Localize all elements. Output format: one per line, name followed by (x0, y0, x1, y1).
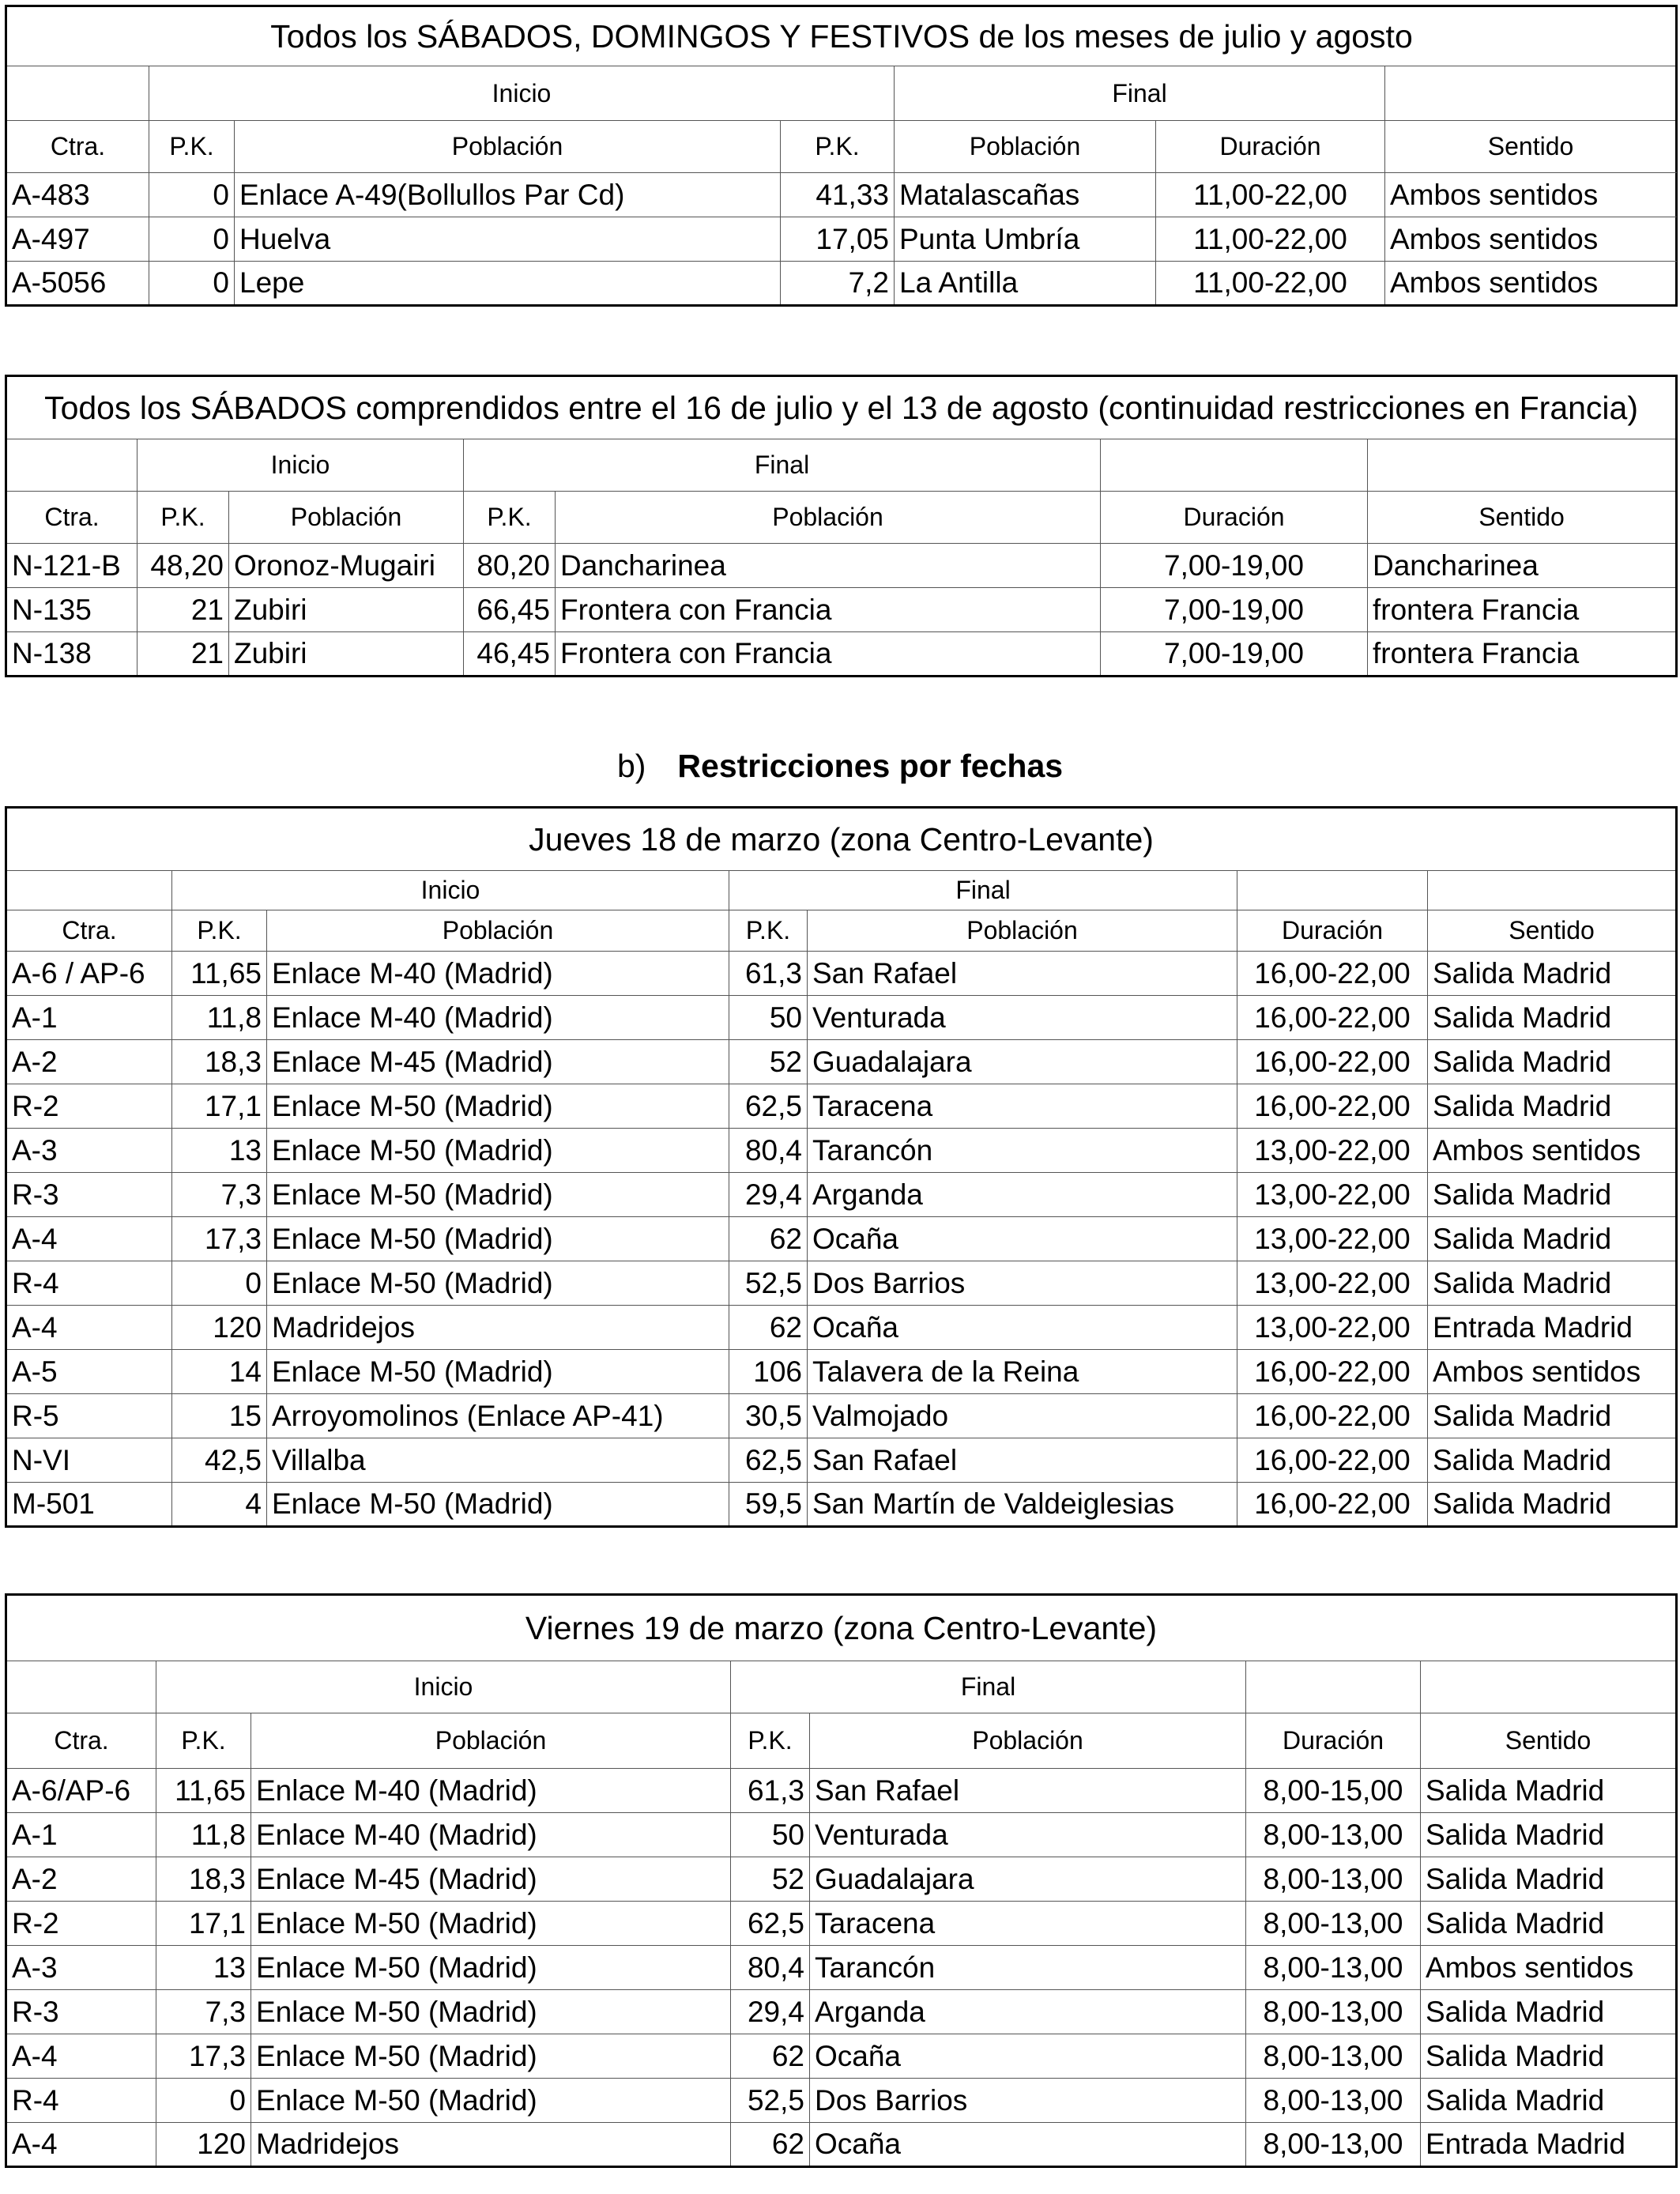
group-header-empty (6, 871, 172, 910)
cell-poblacion-final: Dos Barrios (810, 2079, 1246, 2123)
column-header-ctra: Ctra. (6, 492, 137, 544)
column-header-duracion: Duración (1237, 910, 1428, 952)
cell-pk-inicio: 18,3 (156, 1857, 251, 1902)
cell-duracion: 16,00-22,00 (1237, 1350, 1428, 1394)
cell-duracion: 8,00-13,00 (1246, 1813, 1421, 1857)
cell-duracion: 8,00-13,00 (1246, 1990, 1421, 2034)
cell-ctra: M-501 (6, 1483, 172, 1527)
cell-pk-inicio: 13 (156, 1946, 251, 1990)
column-header-poblacion-final: Población (556, 492, 1101, 544)
cell-pk-inicio: 13 (172, 1129, 267, 1173)
table-row (6, 544, 1677, 588)
table-row (6, 1306, 1677, 1350)
column-header-sentido: Sentido (1428, 910, 1677, 952)
cell-poblacion-final: Talavera de la Reina (808, 1350, 1237, 1394)
restrictions-table-france-saturdays (5, 375, 1678, 677)
cell-duracion: 16,00-22,00 (1237, 1483, 1428, 1527)
section-title: Restricciones por fechas (677, 748, 1064, 784)
cell-pk-final: 52 (729, 1040, 808, 1084)
group-header-empty (6, 1661, 156, 1713)
cell-sentido: Salida Madrid (1421, 1813, 1677, 1857)
column-header-pk-inicio: P.K. (156, 1713, 251, 1769)
column-header-pk-inicio: P.K. (137, 492, 229, 544)
cell-duracion: 13,00-22,00 (1237, 1217, 1428, 1261)
column-header-sentido: Sentido (1368, 492, 1677, 544)
table-row (6, 1438, 1677, 1483)
cell-poblacion-inicio: Enlace M-50 (Madrid) (267, 1261, 729, 1306)
table-row (6, 1483, 1677, 1527)
table-row (6, 996, 1677, 1040)
cell-poblacion-inicio: Enlace M-50 (Madrid) (251, 1902, 731, 1946)
cell-ctra: R-5 (6, 1394, 172, 1438)
cell-ctra: A-4 (6, 1306, 172, 1350)
cell-pk-inicio: 0 (172, 1261, 267, 1306)
cell-duracion: 8,00-13,00 (1246, 2034, 1421, 2079)
cell-poblacion-final: Ocaña (810, 2123, 1246, 2167)
cell-ctra: R-3 (6, 1990, 156, 2034)
cell-pk-final: 106 (729, 1350, 808, 1394)
cell-duracion: 16,00-22,00 (1237, 952, 1428, 996)
cell-ctra: N-121-B (6, 544, 137, 588)
cell-pk-inicio: 15 (172, 1394, 267, 1438)
cell-poblacion-inicio: Enlace M-50 (Madrid) (267, 1350, 729, 1394)
column-header-sentido: Sentido (1421, 1713, 1677, 1769)
group-header-final: Final (731, 1661, 1246, 1713)
group-header-empty (1421, 1661, 1677, 1713)
cell-duracion: 16,00-22,00 (1237, 1394, 1428, 1438)
cell-poblacion-inicio: Enlace M-40 (Madrid) (267, 952, 729, 996)
cell-pk-inicio: 7,3 (156, 1990, 251, 2034)
cell-sentido: Salida Madrid (1428, 1438, 1677, 1483)
cell-poblacion-final: Taracena (808, 1084, 1237, 1129)
cell-pk-final: 62,5 (729, 1438, 808, 1483)
cell-pk-inicio: 21 (137, 632, 229, 677)
cell-pk-final: 61,3 (729, 952, 808, 996)
cell-sentido: Salida Madrid (1428, 1084, 1677, 1129)
table-row (6, 632, 1677, 677)
cell-sentido: Ambos sentidos (1385, 173, 1677, 217)
cell-poblacion-final: Punta Umbría (895, 217, 1156, 262)
table-row (6, 1040, 1677, 1084)
cell-pk-final: 17,05 (781, 217, 895, 262)
cell-poblacion-final: Dos Barrios (808, 1261, 1237, 1306)
cell-sentido: Ambos sentidos (1421, 1946, 1677, 1990)
cell-duracion: 8,00-15,00 (1246, 1769, 1421, 1813)
cell-ctra: A-5 (6, 1350, 172, 1394)
cell-sentido: Entrada Madrid (1428, 1306, 1677, 1350)
cell-pk-inicio: 0 (149, 173, 235, 217)
column-header-poblacion-inicio: Población (251, 1713, 731, 1769)
table-title: Todos los SÁBADOS comprendidos entre el 16 de julio y el 13 de agosto (continuidad restricciones en Francia) (6, 376, 1677, 439)
cell-poblacion-final: San Rafael (808, 1438, 1237, 1483)
cell-ctra: R-2 (6, 1084, 172, 1129)
cell-poblacion-inicio: Enlace M-45 (Madrid) (251, 1857, 731, 1902)
group-header-empty (1246, 1661, 1421, 1713)
cell-poblacion-inicio: Lepe (235, 262, 781, 306)
column-header-duracion: Duración (1156, 121, 1385, 173)
column-header-pk-inicio: P.K. (172, 910, 267, 952)
cell-ctra: A-6 / AP-6 (6, 952, 172, 996)
cell-duracion: 8,00-13,00 (1246, 2079, 1421, 2123)
cell-duracion: 13,00-22,00 (1237, 1261, 1428, 1306)
cell-pk-final: 29,4 (731, 1990, 810, 2034)
cell-poblacion-final: Ocaña (808, 1306, 1237, 1350)
cell-poblacion-inicio: Enlace M-50 (Madrid) (267, 1173, 729, 1217)
cell-pk-inicio: 120 (156, 2123, 251, 2167)
cell-poblacion-inicio: Enlace M-50 (Madrid) (267, 1084, 729, 1129)
section-label: b) (616, 748, 646, 784)
cell-sentido: Salida Madrid (1421, 1990, 1677, 2034)
cell-pk-final: 46,45 (464, 632, 556, 677)
column-header-duracion: Duración (1101, 492, 1368, 544)
column-header-poblacion-inicio: Población (267, 910, 729, 952)
cell-ctra: A-497 (6, 217, 149, 262)
cell-ctra: N-135 (6, 588, 137, 632)
cell-duracion: 8,00-13,00 (1246, 1946, 1421, 1990)
cell-pk-inicio: 120 (172, 1306, 267, 1350)
cell-ctra: A-3 (6, 1946, 156, 1990)
cell-duracion: 16,00-22,00 (1237, 1040, 1428, 1084)
column-header-sentido: Sentido (1385, 121, 1677, 173)
cell-ctra: R-2 (6, 1902, 156, 1946)
cell-duracion: 16,00-22,00 (1237, 1438, 1428, 1483)
column-header-poblacion-inicio: Población (235, 121, 781, 173)
table-row (6, 1394, 1677, 1438)
cell-pk-final: 66,45 (464, 588, 556, 632)
cell-poblacion-final: Frontera con Francia (556, 588, 1101, 632)
table-row (6, 952, 1677, 996)
cell-poblacion-inicio: Madridejos (267, 1306, 729, 1350)
cell-pk-inicio: 11,65 (172, 952, 267, 996)
cell-sentido: Salida Madrid (1428, 1217, 1677, 1261)
cell-ctra: A-4 (6, 1217, 172, 1261)
column-header-ctra: Ctra. (6, 1713, 156, 1769)
cell-sentido: Ambos sentidos (1428, 1350, 1677, 1394)
cell-pk-inicio: 17,1 (172, 1084, 267, 1129)
cell-sentido: Dancharinea (1368, 544, 1677, 588)
cell-pk-inicio: 42,5 (172, 1438, 267, 1483)
cell-poblacion-inicio: Enlace M-50 (Madrid) (267, 1483, 729, 1527)
cell-pk-final: 80,20 (464, 544, 556, 588)
cell-ctra: A-3 (6, 1129, 172, 1173)
table-row (6, 1990, 1677, 2034)
cell-poblacion-final: Venturada (808, 996, 1237, 1040)
cell-duracion: 8,00-13,00 (1246, 1857, 1421, 1902)
table-row (6, 1350, 1677, 1394)
table-row (6, 2123, 1677, 2167)
cell-poblacion-inicio: Enlace M-45 (Madrid) (267, 1040, 729, 1084)
cell-poblacion-final: Dancharinea (556, 544, 1101, 588)
group-header-final: Final (464, 439, 1101, 492)
cell-poblacion-inicio: Oronoz-Mugairi (229, 544, 464, 588)
cell-pk-final: 41,33 (781, 173, 895, 217)
cell-pk-final: 29,4 (729, 1173, 808, 1217)
cell-duracion: 16,00-22,00 (1237, 1084, 1428, 1129)
group-header-inicio: Inicio (172, 871, 729, 910)
cell-poblacion-inicio: Madridejos (251, 2123, 731, 2167)
group-header-empty (6, 66, 149, 121)
column-header-poblacion-final: Población (808, 910, 1237, 952)
cell-pk-final: 50 (731, 1813, 810, 1857)
cell-poblacion-inicio: Zubiri (229, 632, 464, 677)
cell-pk-inicio: 17,3 (172, 1217, 267, 1261)
cell-duracion: 13,00-22,00 (1237, 1306, 1428, 1350)
cell-ctra: A-1 (6, 996, 172, 1040)
cell-poblacion-final: Guadalajara (808, 1040, 1237, 1084)
cell-poblacion-final: Matalascañas (895, 173, 1156, 217)
cell-poblacion-final: Venturada (810, 1813, 1246, 1857)
cell-duracion: 11,00-22,00 (1156, 262, 1385, 306)
cell-poblacion-inicio: Enlace M-50 (Madrid) (251, 1946, 731, 1990)
table-title: Viernes 19 de marzo (zona Centro-Levante) (6, 1595, 1677, 1661)
cell-duracion: 11,00-22,00 (1156, 173, 1385, 217)
cell-pk-inicio: 11,65 (156, 1769, 251, 1813)
cell-sentido: Salida Madrid (1421, 2034, 1677, 2079)
cell-pk-final: 62 (729, 1306, 808, 1350)
cell-pk-final: 61,3 (731, 1769, 810, 1813)
cell-pk-inicio: 0 (149, 262, 235, 306)
cell-poblacion-inicio: Enlace M-50 (Madrid) (251, 2079, 731, 2123)
cell-poblacion-inicio: Enlace M-50 (Madrid) (251, 1990, 731, 2034)
column-header-pk-final: P.K. (464, 492, 556, 544)
cell-ctra: A-2 (6, 1040, 172, 1084)
table-row (6, 1217, 1677, 1261)
cell-poblacion-final: Arganda (808, 1173, 1237, 1217)
cell-duracion: 7,00-19,00 (1101, 544, 1368, 588)
cell-sentido: frontera Francia (1368, 632, 1677, 677)
group-header-inicio: Inicio (137, 439, 464, 492)
column-header-poblacion-inicio: Población (229, 492, 464, 544)
cell-ctra: A-2 (6, 1857, 156, 1902)
cell-ctra: A-4 (6, 2034, 156, 2079)
cell-pk-inicio: 7,3 (172, 1173, 267, 1217)
cell-poblacion-inicio: Enlace M-50 (Madrid) (251, 2034, 731, 2079)
table-row (6, 1261, 1677, 1306)
restrictions-table-friday-march-19 (5, 1593, 1678, 2168)
cell-poblacion-final: Valmojado (808, 1394, 1237, 1438)
cell-pk-final: 30,5 (729, 1394, 808, 1438)
table-row (6, 2034, 1677, 2079)
table-row (6, 1084, 1677, 1129)
cell-poblacion-inicio: Zubiri (229, 588, 464, 632)
cell-poblacion-final: San Rafael (808, 952, 1237, 996)
cell-duracion: 16,00-22,00 (1237, 996, 1428, 1040)
column-header-pk-final: P.K. (731, 1713, 810, 1769)
cell-pk-inicio: 21 (137, 588, 229, 632)
cell-pk-final: 7,2 (781, 262, 895, 306)
cell-ctra: N-VI (6, 1438, 172, 1483)
cell-poblacion-final: Arganda (810, 1990, 1246, 2034)
cell-ctra: R-3 (6, 1173, 172, 1217)
cell-pk-inicio: 0 (156, 2079, 251, 2123)
cell-pk-inicio: 17,1 (156, 1902, 251, 1946)
cell-pk-final: 62 (731, 2034, 810, 2079)
cell-ctra: A-6/AP-6 (6, 1769, 156, 1813)
group-header-empty (1428, 871, 1677, 910)
group-header-final: Final (895, 66, 1385, 121)
cell-pk-inicio: 4 (172, 1483, 267, 1527)
column-header-poblacion-final: Población (895, 121, 1156, 173)
cell-ctra: N-138 (6, 632, 137, 677)
cell-poblacion-inicio: Enlace M-40 (Madrid) (251, 1813, 731, 1857)
cell-pk-final: 59,5 (729, 1483, 808, 1527)
cell-sentido: Salida Madrid (1421, 2079, 1677, 2123)
table-row (6, 1173, 1677, 1217)
cell-poblacion-final: Guadalajara (810, 1857, 1246, 1902)
table-row (6, 588, 1677, 632)
cell-duracion: 8,00-13,00 (1246, 2123, 1421, 2167)
column-header-ctra: Ctra. (6, 910, 172, 952)
cell-ctra: A-1 (6, 1813, 156, 1857)
cell-poblacion-final: San Martín de Valdeiglesias (808, 1483, 1237, 1527)
cell-poblacion-inicio: Enlace M-50 (Madrid) (267, 1217, 729, 1261)
column-header-pk-inicio: P.K. (149, 121, 235, 173)
cell-pk-final: 52 (731, 1857, 810, 1902)
table-row (6, 1129, 1677, 1173)
table-row (6, 2079, 1677, 2123)
cell-pk-final: 52,5 (731, 2079, 810, 2123)
cell-poblacion-final: Tarancón (808, 1129, 1237, 1173)
cell-ctra: R-4 (6, 2079, 156, 2123)
cell-poblacion-final: Ocaña (808, 1217, 1237, 1261)
cell-duracion: 7,00-19,00 (1101, 632, 1368, 677)
cell-sentido: Ambos sentidos (1385, 217, 1677, 262)
cell-pk-final: 80,4 (729, 1129, 808, 1173)
cell-sentido: Salida Madrid (1428, 1394, 1677, 1438)
cell-pk-final: 62,5 (729, 1084, 808, 1129)
cell-poblacion-final: Tarancón (810, 1946, 1246, 1990)
cell-pk-inicio: 0 (149, 217, 235, 262)
cell-sentido: Ambos sentidos (1428, 1129, 1677, 1173)
table-row (6, 1902, 1677, 1946)
cell-poblacion-inicio: Arroyomolinos (Enlace AP-41) (267, 1394, 729, 1438)
column-header-poblacion-final: Población (810, 1713, 1246, 1769)
cell-pk-inicio: 18,3 (172, 1040, 267, 1084)
cell-sentido: Ambos sentidos (1385, 262, 1677, 306)
cell-poblacion-inicio: Huelva (235, 217, 781, 262)
cell-sentido: Salida Madrid (1428, 1040, 1677, 1084)
column-header-ctra: Ctra. (6, 121, 149, 173)
cell-duracion: 7,00-19,00 (1101, 588, 1368, 632)
table-row (6, 1946, 1677, 1990)
restrictions-table-summer-weekends (5, 5, 1678, 307)
cell-pk-final: 50 (729, 996, 808, 1040)
cell-pk-final: 52,5 (729, 1261, 808, 1306)
cell-sentido: Entrada Madrid (1421, 2123, 1677, 2167)
table-title: Jueves 18 de marzo (zona Centro-Levante) (6, 808, 1677, 871)
table-row (6, 1857, 1677, 1902)
cell-sentido: Salida Madrid (1428, 1483, 1677, 1527)
cell-sentido: frontera Francia (1368, 588, 1677, 632)
section-heading (0, 748, 1680, 785)
cell-ctra: A-483 (6, 173, 149, 217)
cell-pk-inicio: 48,20 (137, 544, 229, 588)
cell-pk-final: 80,4 (731, 1946, 810, 1990)
cell-pk-inicio: 14 (172, 1350, 267, 1394)
group-header-empty (1237, 871, 1428, 910)
cell-duracion: 13,00-22,00 (1237, 1173, 1428, 1217)
cell-pk-inicio: 17,3 (156, 2034, 251, 2079)
group-header-empty (1101, 439, 1368, 492)
group-header-final: Final (729, 871, 1237, 910)
cell-poblacion-inicio: Enlace M-40 (Madrid) (267, 996, 729, 1040)
group-header-inicio: Inicio (156, 1661, 731, 1713)
cell-sentido: Salida Madrid (1421, 1857, 1677, 1902)
cell-poblacion-final: Ocaña (810, 2034, 1246, 2079)
table-row (6, 173, 1677, 217)
group-header-empty (6, 439, 137, 492)
cell-poblacion-inicio: Enlace M-40 (Madrid) (251, 1769, 731, 1813)
cell-pk-final: 62,5 (731, 1902, 810, 1946)
cell-pk-final: 62 (731, 2123, 810, 2167)
column-header-pk-final: P.K. (781, 121, 895, 173)
group-header-inicio: Inicio (149, 66, 895, 121)
table-row (6, 1813, 1677, 1857)
cell-poblacion-inicio: Enlace M-50 (Madrid) (267, 1129, 729, 1173)
cell-pk-inicio: 11,8 (156, 1813, 251, 1857)
column-header-pk-final: P.K. (729, 910, 808, 952)
cell-pk-final: 62 (729, 1217, 808, 1261)
cell-sentido: Salida Madrid (1421, 1769, 1677, 1813)
cell-poblacion-final: San Rafael (810, 1769, 1246, 1813)
cell-poblacion-final: Frontera con Francia (556, 632, 1101, 677)
restrictions-table-thursday-march-18 (5, 806, 1678, 1528)
table-row (6, 262, 1677, 306)
table-row (6, 217, 1677, 262)
group-header-empty (1385, 66, 1677, 121)
cell-sentido: Salida Madrid (1421, 1902, 1677, 1946)
table-title: Todos los SÁBADOS, DOMINGOS Y FESTIVOS de los meses de julio y agosto (6, 6, 1677, 66)
cell-ctra: A-5056 (6, 262, 149, 306)
table-row (6, 1769, 1677, 1813)
cell-duracion: 13,00-22,00 (1237, 1129, 1428, 1173)
cell-duracion: 11,00-22,00 (1156, 217, 1385, 262)
cell-poblacion-final: La Antilla (895, 262, 1156, 306)
cell-duracion: 8,00-13,00 (1246, 1902, 1421, 1946)
cell-ctra: R-4 (6, 1261, 172, 1306)
cell-poblacion-inicio: Villalba (267, 1438, 729, 1483)
cell-sentido: Salida Madrid (1428, 1173, 1677, 1217)
cell-sentido: Salida Madrid (1428, 952, 1677, 996)
cell-poblacion-final: Taracena (810, 1902, 1246, 1946)
cell-sentido: Salida Madrid (1428, 1261, 1677, 1306)
column-header-duracion: Duración (1246, 1713, 1421, 1769)
cell-pk-inicio: 11,8 (172, 996, 267, 1040)
cell-ctra: A-4 (6, 2123, 156, 2167)
cell-sentido: Salida Madrid (1428, 996, 1677, 1040)
group-header-empty (1368, 439, 1677, 492)
cell-poblacion-inicio: Enlace A-49(Bollullos Par Cd) (235, 173, 781, 217)
